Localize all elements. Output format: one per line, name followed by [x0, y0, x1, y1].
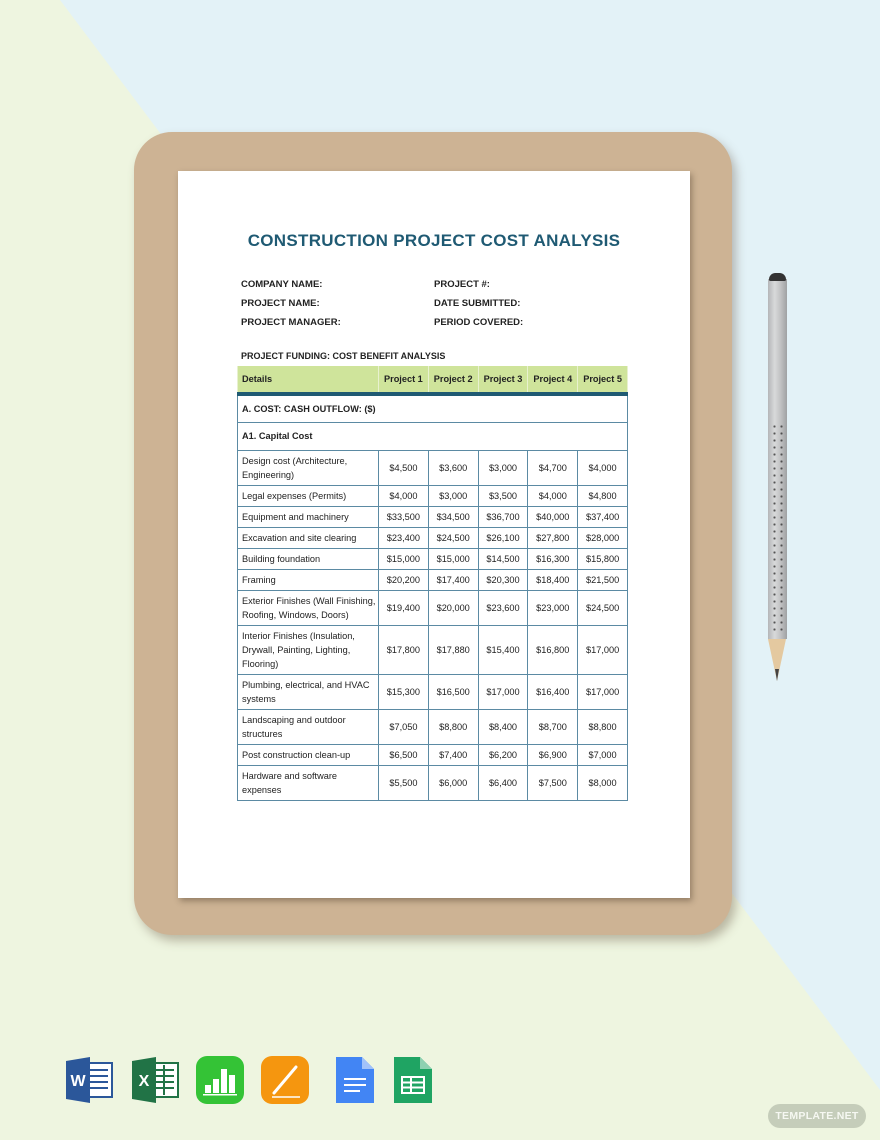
row-label: Interior Finishes (Insulation, Drywall, Painting, Lighting, Flooring)	[238, 625, 379, 674]
cost-cell-project-3: $20,300	[478, 569, 528, 590]
cost-cell-project-1: $15,300	[379, 674, 429, 709]
table-header-row	[238, 366, 628, 394]
table-row	[238, 744, 628, 765]
table-row	[238, 485, 628, 506]
template-net-watermark: TEMPLATE.NET	[768, 1104, 866, 1128]
cost-cell-project-3: $3,500	[478, 485, 528, 506]
cost-cell-project-1: $5,500	[379, 765, 429, 800]
cost-cell-project-3: $8,400	[478, 709, 528, 744]
section-row	[238, 394, 628, 422]
header-project-4: Project 4	[528, 366, 578, 394]
cost-cell-project-1: $19,400	[379, 590, 429, 625]
cost-cell-project-3: $36,700	[478, 506, 528, 527]
table-row	[238, 548, 628, 569]
cost-cell-project-5: $8,000	[578, 765, 628, 800]
cost-cell-project-3: $3,000	[478, 450, 528, 485]
cost-cell-project-5: $17,000	[578, 625, 628, 674]
cost-cell-project-2: $34,500	[428, 506, 478, 527]
row-label: Hardware and software expenses	[238, 765, 379, 800]
row-label: Plumbing, electrical, and HVAC systems	[238, 674, 379, 709]
numbers-icon[interactable]	[195, 1055, 245, 1105]
cost-cell-project-4: $16,400	[528, 674, 578, 709]
word-icon[interactable]	[64, 1055, 114, 1105]
cost-cell-project-3: $6,200	[478, 744, 528, 765]
cost-cell-project-1: $20,200	[379, 569, 429, 590]
row-label: Post construction clean-up	[238, 744, 379, 765]
cost-cell-project-4: $23,000	[528, 590, 578, 625]
pencil-lead	[775, 669, 779, 681]
cost-cell-project-4: $8,700	[528, 709, 578, 744]
document-page	[178, 171, 690, 898]
cost-cell-project-1: $7,050	[379, 709, 429, 744]
cost-cell-project-5: $17,000	[578, 674, 628, 709]
cost-cell-project-2: $17,880	[428, 625, 478, 674]
header-project-5: Project 5	[578, 366, 628, 394]
section-label: PROJECT FUNDING: COST BENEFIT ANALYSIS	[241, 351, 446, 361]
row-label: Legal expenses (Permits)	[238, 485, 379, 506]
cost-cell-project-2: $20,000	[428, 590, 478, 625]
project-name-label: PROJECT NAME:	[241, 298, 320, 309]
table-row	[238, 709, 628, 744]
table-row	[238, 506, 628, 527]
cost-cell-project-4: $6,900	[528, 744, 578, 765]
google-sheets-icon[interactable]	[388, 1055, 438, 1105]
project-number-label: PROJECT #:	[434, 279, 490, 290]
cost-cell-project-2: $17,400	[428, 569, 478, 590]
cost-cell-project-4: $40,000	[528, 506, 578, 527]
cost-cell-project-2: $7,400	[428, 744, 478, 765]
company-name-label: COMPANY NAME:	[241, 279, 323, 290]
cost-cell-project-3: $6,400	[478, 765, 528, 800]
table-row	[238, 674, 628, 709]
cost-cell-project-1: $17,800	[379, 625, 429, 674]
table-row	[238, 450, 628, 485]
cost-cell-project-2: $3,000	[428, 485, 478, 506]
cost-cell-project-4: $16,300	[528, 548, 578, 569]
cost-cell-project-4: $16,800	[528, 625, 578, 674]
pencil-cap	[769, 273, 786, 281]
row-label: Design cost (Architecture, Engineering)	[238, 450, 379, 485]
cost-cell-project-4: $4,000	[528, 485, 578, 506]
section-a1-label: A1. Capital Cost	[238, 422, 628, 450]
meta-right	[434, 279, 523, 336]
google-docs-icon[interactable]	[330, 1055, 380, 1105]
row-label: Framing	[238, 569, 379, 590]
cost-cell-project-5: $15,800	[578, 548, 628, 569]
cost-cell-project-3: $17,000	[478, 674, 528, 709]
cost-cell-project-2: $3,600	[428, 450, 478, 485]
table-row	[238, 569, 628, 590]
cost-cell-project-4: $27,800	[528, 527, 578, 548]
cost-cell-project-3: $23,600	[478, 590, 528, 625]
pages-icon[interactable]	[260, 1055, 310, 1105]
cost-cell-project-1: $15,000	[379, 548, 429, 569]
header-project-1: Project 1	[379, 366, 429, 394]
cost-cell-project-5: $4,000	[578, 450, 628, 485]
table-row	[238, 527, 628, 548]
cost-cell-project-1: $33,500	[379, 506, 429, 527]
header-project-2: Project 2	[428, 366, 478, 394]
section-a-label: A. COST: CASH OUTFLOW: ($)	[238, 394, 628, 422]
table-row	[238, 590, 628, 625]
header-details: Details	[238, 366, 379, 394]
cost-cell-project-5: $8,800	[578, 709, 628, 744]
period-covered-label: PERIOD COVERED:	[434, 317, 524, 328]
row-label: Equipment and machinery	[238, 506, 379, 527]
svg-text:W: W	[70, 1073, 86, 1090]
cost-cell-project-5: $21,500	[578, 569, 628, 590]
cost-table	[237, 366, 628, 801]
row-label: Landscaping and outdoor structures	[238, 709, 379, 744]
pencil	[768, 273, 787, 681]
subsection-row	[238, 422, 628, 450]
date-submitted-label: DATE SUBMITTED:	[434, 298, 521, 309]
cost-cell-project-1: $4,500	[379, 450, 429, 485]
cost-cell-project-2: $16,500	[428, 674, 478, 709]
cost-cell-project-2: $8,800	[428, 709, 478, 744]
document-title: CONSTRUCTION PROJECT COST ANALYSIS	[247, 231, 621, 250]
svg-text:X: X	[138, 1073, 150, 1090]
cost-cell-project-3: $15,400	[478, 625, 528, 674]
cost-cell-project-2: $6,000	[428, 765, 478, 800]
pencil-grip-dots	[771, 423, 784, 635]
row-label: Building foundation	[238, 548, 379, 569]
row-label: Excavation and site clearing	[238, 527, 379, 548]
cost-cell-project-5: $28,000	[578, 527, 628, 548]
cost-cell-project-4: $7,500	[528, 765, 578, 800]
header-project-3: Project 3	[478, 366, 528, 394]
cost-cell-project-4: $4,700	[528, 450, 578, 485]
cost-cell-project-5: $7,000	[578, 744, 628, 765]
project-manager-label: PROJECT MANAGER:	[241, 317, 341, 328]
cost-cell-project-3: $26,100	[478, 527, 528, 548]
cost-cell-project-1: $6,500	[379, 744, 429, 765]
cost-cell-project-1: $23,400	[379, 527, 429, 548]
cost-cell-project-2: $15,000	[428, 548, 478, 569]
table-row	[238, 765, 628, 800]
cost-cell-project-5: $24,500	[578, 590, 628, 625]
cost-cell-project-2: $24,500	[428, 527, 478, 548]
cost-cell-project-3: $14,500	[478, 548, 528, 569]
cost-cell-project-4: $18,400	[528, 569, 578, 590]
excel-icon[interactable]	[130, 1055, 180, 1105]
table-row	[238, 625, 628, 674]
cost-cell-project-5: $4,800	[578, 485, 628, 506]
meta-left	[241, 279, 341, 336]
row-label: Exterior Finishes (Wall Finishing, Roofing, Windows, Doors)	[238, 590, 379, 625]
cost-cell-project-5: $37,400	[578, 506, 628, 527]
cost-cell-project-1: $4,000	[379, 485, 429, 506]
